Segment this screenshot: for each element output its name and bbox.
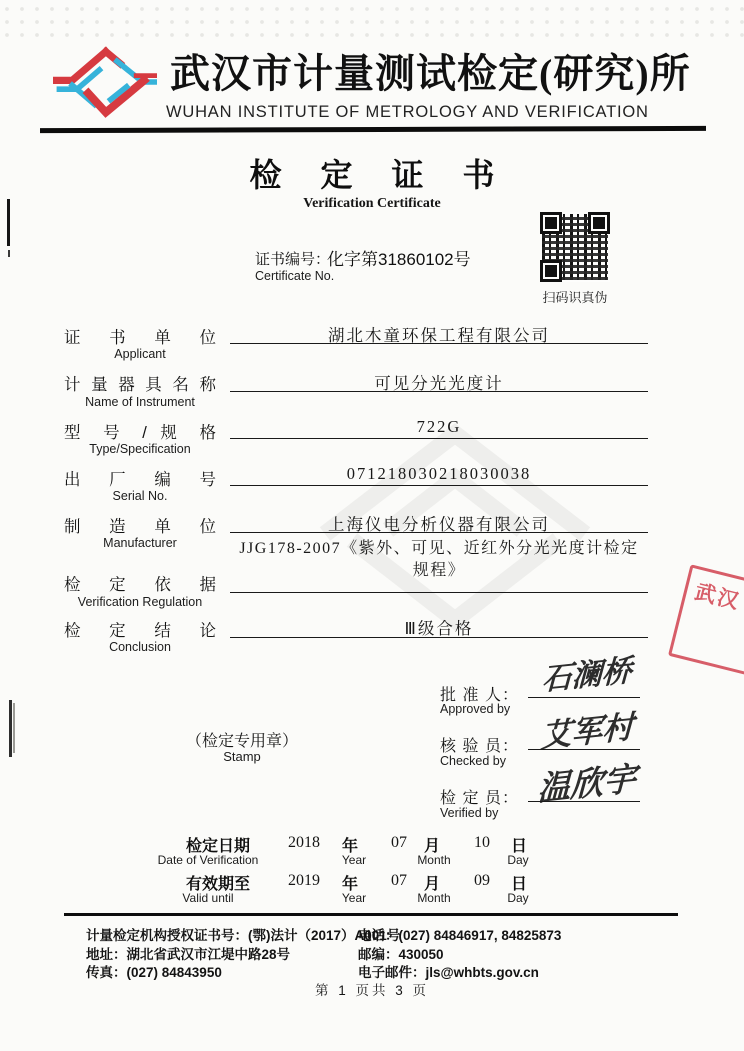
date-month: 07 [391,834,407,851]
field-value: JJG178-2007《紫外、可见、近红外分光光度计检定规程》 [239,540,639,579]
unit-year-en: Year [341,891,367,905]
field-label: 检 定 依 据 [64,576,216,594]
scan-noise-texture [0,0,744,42]
date-label-en: Date of Verification [157,853,259,867]
signature-label-en: Approved by [440,702,511,716]
field-underline [230,438,648,439]
certificate-no-label-cn: 证书编号： [255,251,331,268]
scan-edge-mark [9,700,12,757]
footer-postcode: 邮编：430050 [358,947,444,962]
signature-label: 检 定 员： [440,790,518,807]
qr-code [540,212,610,282]
signature-handwriting: 温欣宇 [537,758,637,809]
scan-edge-mark [13,703,15,753]
signature-label-en: Checked by [440,754,507,768]
unit-year: 年 [342,876,359,893]
unit-day-en: Day [507,891,529,905]
page-number: 第 1 页共 3 页 [314,983,430,998]
field-label-en: Manufacturer [103,536,177,550]
signature-underline [528,749,640,750]
field-value: 上海仪电分析仪器有限公司 [328,515,550,534]
field-label-en: Type/Specification [89,442,191,456]
unit-year: 年 [342,838,359,855]
header-rule [40,126,706,133]
field-underline [230,637,648,638]
field-label: 检 定 结 论 [64,622,216,640]
footer-address: 地址：湖北省武汉市江堤中路28号 [86,947,291,962]
stamp-note-cn: （检定专用章） [185,733,298,750]
scan-edge-mark [8,250,10,257]
field-value: 可见分光光度计 [374,374,504,393]
field-label-en: Serial No. [112,489,168,503]
field-underline [230,532,648,533]
unit-year-en: Year [341,853,367,867]
red-seal-text: 武汉 [692,580,743,614]
date-label: 检定日期 [186,838,251,855]
field-underline [230,592,648,593]
field-value: 湖北木童环保工程有限公司 [328,326,550,345]
footer-rule [64,913,678,916]
signature-label: 批 准 人： [440,687,518,704]
footer-email: 电子邮件：jls@whbts.gov.cn [358,965,539,980]
field-value: Ⅲ级合格 [404,619,474,638]
date-label: 有效期至 [186,876,251,893]
institute-name-en: WUHAN INSTITUTE OF METROLOGY AND VERIFICATION [166,103,649,121]
date-month: 07 [391,872,407,889]
date-day: 09 [474,872,490,889]
field-label: 证 书 单 位 [64,329,216,347]
date-year: 2019 [288,872,320,889]
qr-finder [588,212,610,234]
unit-month-en: Month [417,853,451,867]
qr-finder [540,260,562,282]
institute-logo-icon [53,42,157,122]
stamp-note-en: Stamp [223,749,261,764]
date-label-en: Valid until [182,891,234,905]
field-value: 071218030218030038 [346,464,532,483]
unit-month: 月 [424,876,441,893]
red-seal-stamp [668,564,744,677]
field-underline [230,391,648,392]
field-label-en: Conclusion [109,640,171,654]
unit-day-en: Day [507,853,529,867]
qr-finder [540,212,562,234]
certificate-no-value: 化字第31860102号 [327,250,471,269]
field-value: 722G [416,417,462,436]
footer-phone: 电话：(027) 84846917, 84825873 [358,928,562,943]
field-underline [230,485,648,486]
unit-month: 月 [424,838,441,855]
signature-label: 核 验 员： [440,738,518,755]
signature-handwriting: 石澜桥 [541,653,633,698]
unit-month-en: Month [417,891,451,905]
certificate-title-cn: 检定证书 [249,157,534,193]
unit-day: 日 [511,838,528,855]
field-label: 型 号 / 规 格 [64,424,216,442]
signature-underline [528,697,640,698]
footer-fax: 传真：(027) 84843950 [86,965,222,980]
signature-underline [528,801,640,802]
unit-day: 日 [511,876,528,893]
institute-name-cn: 武汉市计量测试检定(研究)所 [170,51,691,96]
field-label: 计 量 器 具 名 称 [64,376,216,394]
certificate-no-label-en: Certificate No. [255,269,335,283]
signature-label-en: Verified by [440,806,499,820]
field-label-en: Name of Instrument [85,395,195,409]
certificate-title-en: Verification Certificate [303,196,441,211]
field-label-en: Applicant [114,347,166,361]
field-label-en: Verification Regulation [77,595,203,609]
date-year: 2018 [288,834,320,851]
signature-handwriting: 艾军村 [539,709,634,756]
date-day: 10 [474,834,490,851]
field-underline [230,343,648,344]
field-label: 制 造 单 位 [64,518,216,536]
field-label: 出 厂 编 号 [64,471,216,489]
footer-authorization-no: 计量检定机构授权证书号：(鄂)法计（2017）A001号 [86,928,401,943]
qr-caption: 扫码识真伪 [542,290,608,305]
